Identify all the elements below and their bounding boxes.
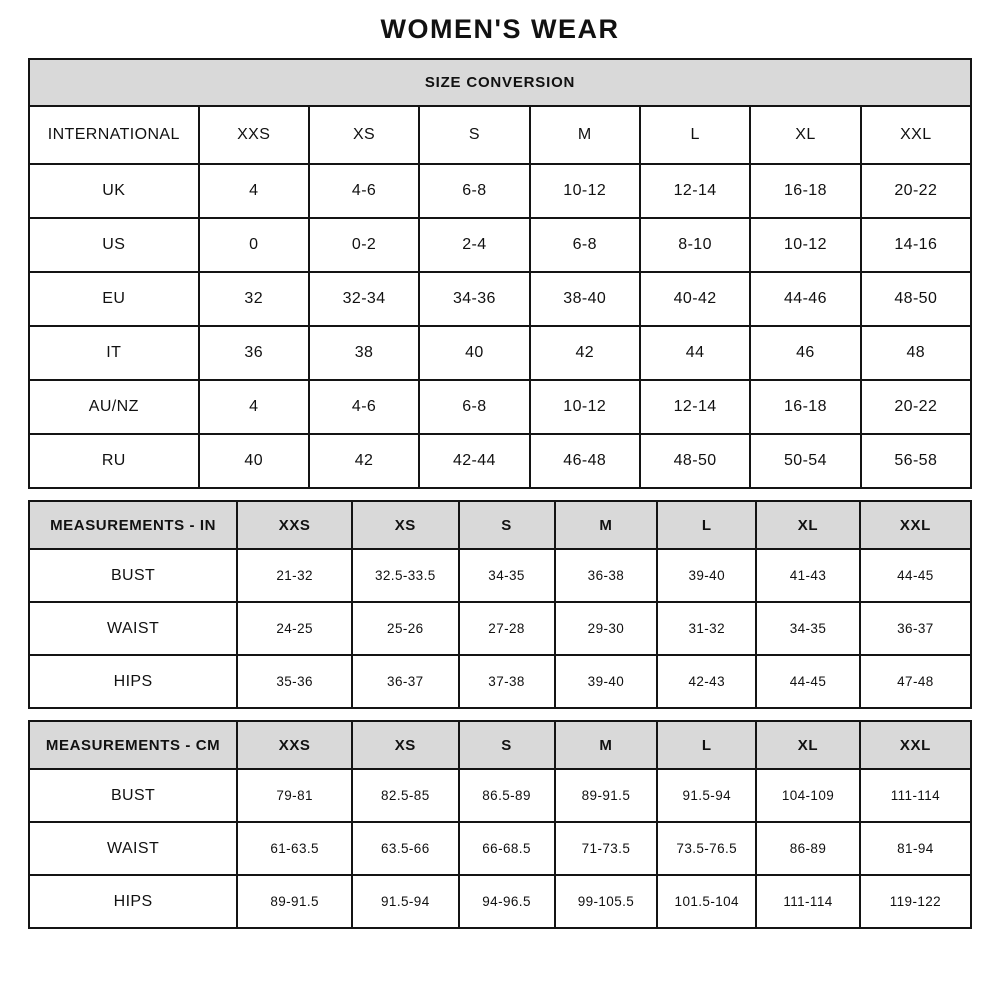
table-row: [29, 434, 971, 488]
table-cell: 20-22: [861, 380, 971, 434]
table-cell: 25-26: [352, 602, 458, 655]
row-label: RU: [29, 434, 199, 488]
table-cell: 48-50: [861, 272, 971, 326]
column-header: XXS: [237, 501, 352, 549]
row-label: UK: [29, 164, 199, 218]
table-cell: 34-35: [459, 549, 555, 602]
table-header-row: [29, 721, 971, 769]
table-cell: 40: [199, 434, 309, 488]
table-row: [29, 769, 971, 822]
table-cell: 39-40: [657, 549, 756, 602]
row-label: WAIST: [29, 602, 237, 655]
table-cell: 101.5-104: [657, 875, 756, 928]
table-cell: 86-89: [756, 822, 860, 875]
table-title: SIZE CONVERSION: [29, 59, 971, 106]
table-cell: 32: [199, 272, 309, 326]
row-label: HIPS: [29, 875, 237, 928]
table-cell: 94-96.5: [459, 875, 555, 928]
table-cell: 48: [861, 326, 971, 380]
table-cell: 12-14: [640, 380, 750, 434]
table-cell: 37-38: [459, 655, 555, 708]
table-cell: 42: [530, 326, 640, 380]
table-cell: 6-8: [419, 164, 529, 218]
row-label: BUST: [29, 769, 237, 822]
table-row: [29, 655, 971, 708]
table-cell: 42-43: [657, 655, 756, 708]
table-cell: 48-50: [640, 434, 750, 488]
table-header-row: [29, 106, 971, 164]
column-header: XS: [309, 106, 419, 164]
table-cell: 61-63.5: [237, 822, 352, 875]
table-cell: 16-18: [750, 164, 860, 218]
table-cell: 91.5-94: [657, 769, 756, 822]
table-row: [29, 875, 971, 928]
table-cell: 56-58: [861, 434, 971, 488]
row-label: BUST: [29, 549, 237, 602]
table-header-row: [29, 501, 971, 549]
table-cell: 6-8: [530, 218, 640, 272]
table-cell: 24-25: [237, 602, 352, 655]
table-cell: 31-32: [657, 602, 756, 655]
column-header: XXS: [199, 106, 309, 164]
table-cell: 32-34: [309, 272, 419, 326]
table-row: [29, 602, 971, 655]
row-label: HIPS: [29, 655, 237, 708]
table-cell: 10-12: [750, 218, 860, 272]
table-cell: 4-6: [309, 164, 419, 218]
row-label: AU/NZ: [29, 380, 199, 434]
table-cell: 44: [640, 326, 750, 380]
table-cell: 99-105.5: [555, 875, 658, 928]
table-cell: 111-114: [756, 875, 860, 928]
table-cell: 10-12: [530, 164, 640, 218]
size-conversion-table: [28, 58, 972, 489]
table-cell: 104-109: [756, 769, 860, 822]
column-header: L: [657, 501, 756, 549]
column-header: XS: [352, 721, 458, 769]
column-header: MEASUREMENTS - CM: [29, 721, 237, 769]
column-header: L: [657, 721, 756, 769]
table-cell: 38-40: [530, 272, 640, 326]
row-label: WAIST: [29, 822, 237, 875]
table-row: [29, 380, 971, 434]
row-label: US: [29, 218, 199, 272]
table-cell: 89-91.5: [237, 875, 352, 928]
page-title: WOMEN'S WEAR: [380, 14, 620, 44]
column-header: XXS: [237, 721, 352, 769]
table-cell: 10-12: [530, 380, 640, 434]
table-cell: 32.5-33.5: [352, 549, 458, 602]
table-cell: 111-114: [860, 769, 971, 822]
column-header: INTERNATIONAL: [29, 106, 199, 164]
table-row: [29, 272, 971, 326]
table-cell: 79-81: [237, 769, 352, 822]
table-cell: 89-91.5: [555, 769, 658, 822]
table-row: [29, 549, 971, 602]
table-cell: 16-18: [750, 380, 860, 434]
table-title-row: [29, 59, 971, 106]
row-label: EU: [29, 272, 199, 326]
table-cell: 36: [199, 326, 309, 380]
table-cell: 12-14: [640, 164, 750, 218]
table-cell: 63.5-66: [352, 822, 458, 875]
table-cell: 44-45: [756, 655, 860, 708]
column-header: M: [555, 501, 658, 549]
row-label: IT: [29, 326, 199, 380]
table-cell: 42-44: [419, 434, 529, 488]
column-header: S: [419, 106, 529, 164]
column-header: XL: [756, 501, 860, 549]
table-cell: 44-46: [750, 272, 860, 326]
table-cell: 38: [309, 326, 419, 380]
table-cell: 39-40: [555, 655, 658, 708]
table-cell: 34-36: [419, 272, 529, 326]
table-cell: 36-37: [352, 655, 458, 708]
table-cell: 81-94: [860, 822, 971, 875]
table-cell: 91.5-94: [352, 875, 458, 928]
table-cell: 6-8: [419, 380, 529, 434]
measurements-in-table: [28, 500, 972, 709]
table-cell: 86.5-89: [459, 769, 555, 822]
table-cell: 47-48: [860, 655, 971, 708]
table-cell: 4: [199, 164, 309, 218]
table-cell: 8-10: [640, 218, 750, 272]
column-header: XXL: [860, 721, 971, 769]
table-cell: 0: [199, 218, 309, 272]
table-cell: 4: [199, 380, 309, 434]
table-cell: 36-38: [555, 549, 658, 602]
column-header: XS: [352, 501, 458, 549]
table-row: [29, 164, 971, 218]
table-cell: 73.5-76.5: [657, 822, 756, 875]
table-cell: 14-16: [861, 218, 971, 272]
column-header: XXL: [860, 501, 971, 549]
table-cell: 34-35: [756, 602, 860, 655]
table-cell: 66-68.5: [459, 822, 555, 875]
table-cell: 44-45: [860, 549, 971, 602]
column-header: M: [555, 721, 658, 769]
table-cell: 42: [309, 434, 419, 488]
table-cell: 71-73.5: [555, 822, 658, 875]
table-cell: 119-122: [860, 875, 971, 928]
measurements-cm-table: [28, 720, 972, 929]
table-cell: 46: [750, 326, 860, 380]
column-header: S: [459, 501, 555, 549]
table-cell: 35-36: [237, 655, 352, 708]
table-cell: 29-30: [555, 602, 658, 655]
column-header: XL: [750, 106, 860, 164]
table-row: [29, 326, 971, 380]
table-cell: 21-32: [237, 549, 352, 602]
table-row: [29, 218, 971, 272]
table-cell: 41-43: [756, 549, 860, 602]
column-header: XXL: [861, 106, 971, 164]
table-cell: 82.5-85: [352, 769, 458, 822]
table-cell: 40: [419, 326, 529, 380]
column-header: XL: [756, 721, 860, 769]
table-row: [29, 822, 971, 875]
table-cell: 4-6: [309, 380, 419, 434]
table-cell: 20-22: [861, 164, 971, 218]
table-cell: 40-42: [640, 272, 750, 326]
table-cell: 0-2: [309, 218, 419, 272]
column-header: M: [530, 106, 640, 164]
table-cell: 2-4: [419, 218, 529, 272]
column-header: S: [459, 721, 555, 769]
column-header: MEASUREMENTS - IN: [29, 501, 237, 549]
table-cell: 36-37: [860, 602, 971, 655]
column-header: L: [640, 106, 750, 164]
table-cell: 27-28: [459, 602, 555, 655]
table-cell: 50-54: [750, 434, 860, 488]
table-cell: 46-48: [530, 434, 640, 488]
